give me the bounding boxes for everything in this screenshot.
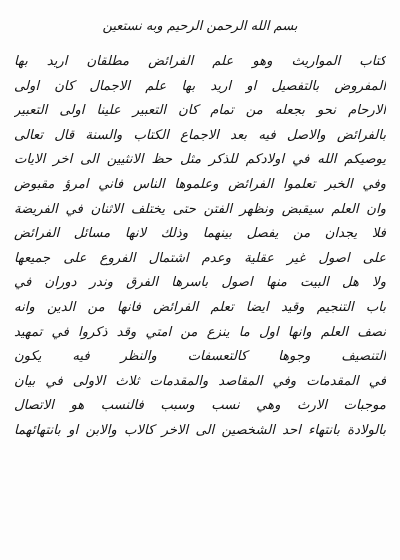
manuscript-line-5: يوصيكم الله في اولادكم للذكر مثل حظ الانثيين الى اخر الايات [14, 152, 386, 168]
manuscript-line-15: موجبات الارث وهي نسب وسبب فالنسب هو الاتصال [14, 398, 386, 414]
manuscript-line-10: ولا هل البيت منها اصول باسرها الفرق وندر دوران في [14, 275, 386, 291]
manuscript-line-12: نصف العلم وانها اول ما ينزع من امتي وقد ذكروا في تمهيد [14, 324, 386, 340]
manuscript-line-4: بالفرائض والاصل فيه بعد الاجماع الكتاب والسنة قال تعالى [14, 127, 386, 143]
manuscript-line-6: وفي الخبر تعلموا الفرائض وعلموها الناس فاني امرؤ مقبوض [14, 176, 386, 192]
manuscript-line-14: في المقدمات وفي المقاصد والمقدمات ثلاث الاولى في بيان [14, 373, 386, 389]
manuscript-line-1: كتاب المواريث وهو علم الفرائض مطلقان اريد بها [14, 54, 386, 69]
manuscript-line-3: الارحام نحو بجعله من تمام كان التعبير علينا اولى التعبير [14, 103, 386, 119]
manuscript-text-block [14, 10, 386, 550]
manuscript-line-8: فلا يجدان من يفصل بينهما وذلك لانها مسائل الفرائض [14, 226, 386, 242]
basmala-heading: بسم الله الرحمن الرحيم وبه نستعين [102, 19, 298, 34]
manuscript-line-9: على اصول غير عقلية وعدم اشتمال الفروع على جميعها [14, 250, 386, 266]
manuscript-line-7: وان العلم سيقبض ونظهر الفتن حتى يختلف الاثنان في الفريضة [14, 201, 386, 217]
manuscript-line-11: باب التنجيم وقيد ايضا تعلم الفرائض فانها من الدين وانه [14, 299, 386, 315]
manuscript-line-2: المفروض بالتفصيل او اريد بها علم الاجمال كان اولى [14, 78, 386, 94]
manuscript-line-13: التنصيف وجوها كالتعسفات والنظر فيه يكون [14, 349, 386, 365]
manuscript-line-16: بالولادة بانتهاء احد الشخصين الى الاخر كالاب والابن او بانتهائهما [14, 422, 386, 438]
manuscript-lines [14, 50, 386, 444]
